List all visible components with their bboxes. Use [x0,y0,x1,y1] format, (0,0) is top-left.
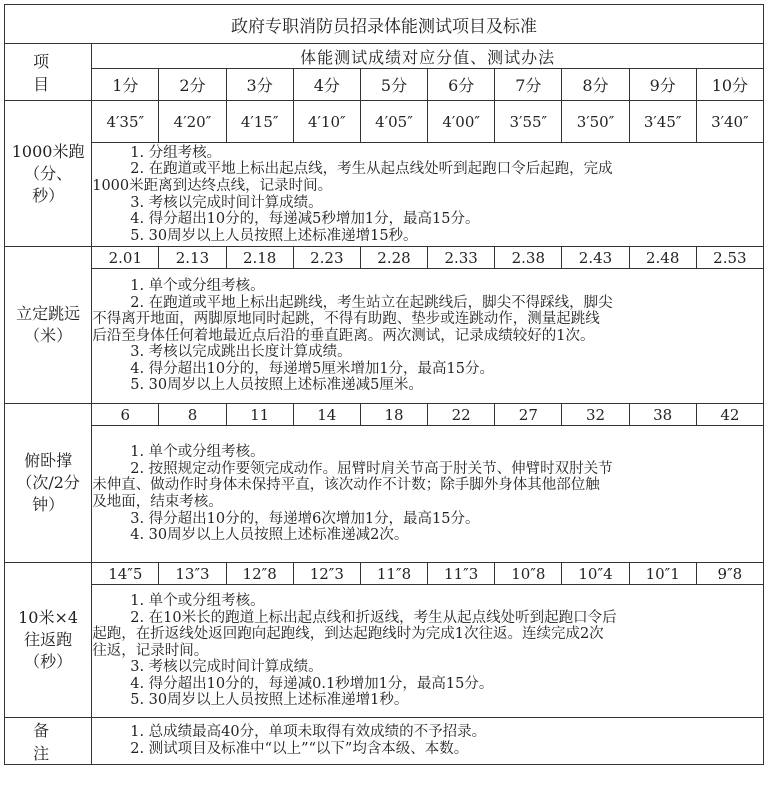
event-method-row [5,585,764,718]
method-line: 3. 考核以完成时间计算成绩。 [130,659,323,676]
method-line: 2. 在跑道或平地上标出起跳线，考生站立在起跳线后，脚尖不得踩线，脚尖 [130,294,613,311]
method-line: 5. 30周岁以上人员按照上述标准递增15秒。 [130,227,418,244]
score-value-cell: 11 [226,404,293,426]
event-name-line: （次/2分 [16,473,80,492]
score-value-cell: 11″8 [360,563,427,585]
event-method-row [5,269,764,404]
score-header-cell: 6分 [428,69,495,101]
remark-label: 备 注 [5,718,92,765]
event-values-row [5,563,764,585]
score-header-cell: 7分 [495,69,562,101]
score-value-cell: 4′10″ [293,101,360,143]
event-method-row [5,143,764,247]
score-header-cell: 3分 [226,69,293,101]
method-line: 及地面，结束考核。 [92,494,223,510]
event-method-row [5,426,764,563]
score-value-cell: 4′05″ [360,101,427,143]
method-line: 2. 在10米长的跑道上标出起点线和折返线，考生从起点线处听到起跑口令后 [130,609,617,626]
event-name-line: 钟） [32,495,65,514]
score-value-cell: 32 [562,404,629,426]
method-line: 1000米距离到达终点线，记录时间。 [92,177,333,194]
event-name-line: 往返跑 [24,630,73,649]
event-name-line: （分、 [24,163,73,183]
remark-text [92,718,764,765]
method-line: 4. 得分超出10分的，每递减5秒增加1分，最高15分。 [130,211,480,228]
method-line: 1. 单个或分组考核。 [130,277,265,294]
score-value-cell: 4′20″ [159,101,226,143]
event-name [5,404,92,563]
event-name-line: 立定跳远 [16,304,81,323]
score-value-cell: 38 [629,404,696,426]
score-value-cell: 9″8 [696,563,763,585]
test-method [92,269,764,404]
remark-line: 2. 测试项目及标准中“以上”“以下”均含本级、本数。 [130,741,469,757]
score-value-cell: 3′55″ [495,101,562,143]
method-line: 2. 在跑道或平地上标出起点线，考生从起点线处听到起跑口令后起跑，完成 [130,161,613,178]
score-value-cell: 27 [495,404,562,426]
event-name-line: （秒） [24,652,73,671]
score-header-cell: 2分 [159,69,226,101]
score-value-cell: 10″4 [562,563,629,585]
method-line: 往返，记录时间。 [92,642,209,659]
event-name-line: 10米×4 [18,608,79,627]
method-line: 不得离开地面，两脚原地同时起跳，不得有助跑、垫步或连跳动作，测量起跳线 [92,311,600,328]
score-value-cell: 14″5 [92,563,159,585]
score-value-cell: 2.23 [293,247,360,269]
score-value-cell: 2.13 [159,247,226,269]
score-value-cell: 10″8 [495,563,562,585]
score-value-cell: 6 [92,404,159,426]
event-values-row [5,247,764,269]
method-line: 2. 按照规定动作要领完成动作。屈臂时肩关节高于肘关节、伸臂时双肘关节 [130,460,613,477]
method-line: 后沿至身体任何着地最近点后沿的垂直距离。两次测试，记录成绩较好的1次。 [92,327,595,344]
standards-table [4,4,764,765]
method-line: 4. 30周岁以上人员按照上述标准递减2次。 [130,527,409,544]
score-header-row [5,69,764,101]
score-value-cell: 4′00″ [428,101,495,143]
score-header-cell: 4分 [293,69,360,101]
method-line: 未伸直、做动作时身体未保持平直，该次动作不计数；除手脚外身体其他部位触 [92,477,600,494]
score-value-cell: 4′35″ [92,101,159,143]
score-header-cell: 5分 [360,69,427,101]
item-header: 项 目 [5,44,92,101]
score-value-cell: 18 [360,404,427,426]
score-value-cell: 14 [293,404,360,426]
table-title: 政府专职消防员招录体能测试项目及标准 [5,5,764,44]
method-line: 4. 得分超出10分的，每递增5厘米增加1分，最高15分。 [130,360,495,377]
method-line: 1. 单个或分组考核。 [130,444,265,461]
test-method [92,426,764,563]
event-name [5,101,92,247]
score-header-cell: 10分 [696,69,763,101]
score-value-cell: 2.28 [360,247,427,269]
score-value-cell: 2.48 [629,247,696,269]
event-values-row [5,101,764,143]
score-value-cell: 2.38 [495,247,562,269]
score-value-cell: 13″3 [159,563,226,585]
score-value-cell: 42 [696,404,763,426]
method-line: 起跑，在折返线处返回跑向起跑线，到达起跑线时为完成1次往返。连续完成2次 [92,626,604,643]
method-line: 4. 得分超出10分的，每递减0.1秒增加1分，最高15分。 [130,675,494,692]
method-line: 3. 得分超出10分的，每递增6次增加1分，最高15分。 [130,510,480,527]
method-line: 1. 单个或分组考核。 [130,592,265,609]
score-value-cell: 2.18 [226,247,293,269]
method-line: 5. 30周岁以上人员按照上述标准递减5厘米。 [130,377,423,394]
test-method [92,143,764,247]
event-name [5,247,92,404]
method-line: 3. 考核以完成跳出长度计算成绩。 [130,344,352,361]
method-line: 1. 分组考核。 [130,144,222,161]
score-value-cell: 4′15″ [226,101,293,143]
event-name-line: 秒） [32,185,65,205]
score-value-cell: 3′50″ [562,101,629,143]
method-line: 3. 考核以完成时间计算成绩。 [130,194,323,211]
score-value-cell: 3′40″ [696,101,763,143]
score-header-cell: 1分 [92,69,159,101]
event-name [5,563,92,718]
score-value-cell: 22 [428,404,495,426]
score-value-cell: 10″1 [629,563,696,585]
remark-row [5,718,764,765]
score-value-cell: 8 [159,404,226,426]
score-group-header: 体能测试成绩对应分值、测试办法 [92,44,764,69]
remark-line: 1. 总成绩最高40分，单项未取得有效成绩的不予招录。 [130,724,487,741]
event-name-line: 1000米跑 [11,141,85,161]
score-value-cell: 12″3 [293,563,360,585]
method-line: 5. 30周岁以上人员按照上述标准递增1秒。 [130,692,409,709]
score-value-cell: 3′45″ [629,101,696,143]
score-value-cell: 2.01 [92,247,159,269]
score-value-cell: 11″3 [428,563,495,585]
score-header-cell: 9分 [629,69,696,101]
event-values-row [5,404,764,426]
score-value-cell: 2.33 [428,247,495,269]
score-value-cell: 2.53 [696,247,763,269]
test-method [92,585,764,718]
score-value-cell: 12″8 [226,563,293,585]
event-name-line: 俯卧撑 [24,451,73,470]
event-name-line: （米） [24,326,73,345]
score-header-cell: 8分 [562,69,629,101]
score-value-cell: 2.43 [562,247,629,269]
